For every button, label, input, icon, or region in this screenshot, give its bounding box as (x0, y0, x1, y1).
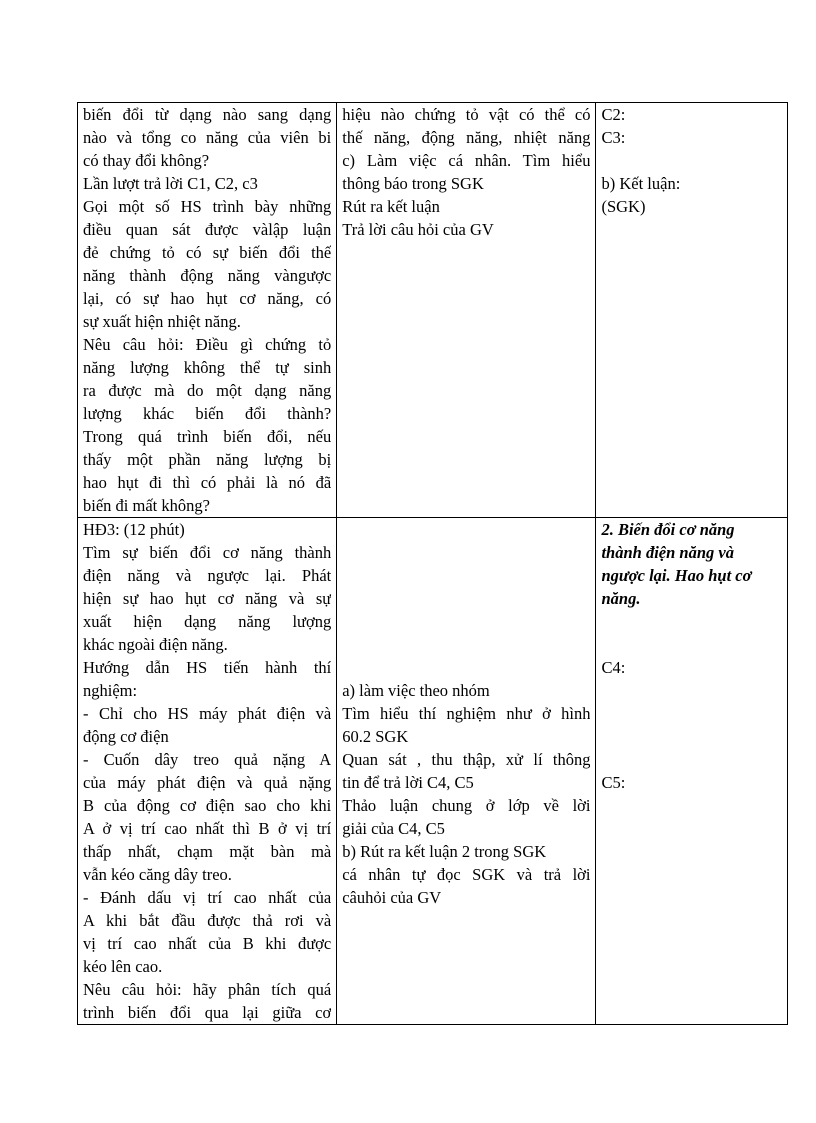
content-cell (596, 518, 788, 1025)
text-line: điều quan sát được vàlập luận (83, 220, 332, 239)
activity-heading: HĐ3: (12 phút) (83, 520, 185, 539)
spacer (601, 748, 782, 771)
spacer (342, 541, 590, 564)
text-line: xuất hiện dạng năng lượng (83, 612, 332, 631)
spacer (601, 679, 782, 702)
text-line: vị trí cao nhất của B khi được (83, 934, 332, 953)
text-line: sự xuất hiện nhiệt năng. (83, 312, 241, 331)
content-cell (596, 103, 788, 518)
text-line: biến đi mất không? (83, 496, 210, 515)
text-line: c) Làm việc cá nhân. Tìm hiểu (342, 151, 591, 170)
spacer (601, 633, 782, 656)
question-c2: C2: (601, 105, 626, 124)
text-line: Nêu câu hỏi: Điều gì chứng tỏ (83, 335, 332, 354)
text-line: câuhỏi của GV (342, 888, 442, 907)
text-line: của máy phát điện và quả nặng (83, 773, 332, 792)
spacer (342, 610, 590, 633)
text-line: vẫn kéo căng dây treo. (83, 865, 232, 884)
teacher-activity-cell (78, 518, 337, 1025)
text-line: thấp nhất, chạm mặt bàn mà (83, 842, 332, 861)
text-line: Lần lượt trả lời C1, C2, c3 (83, 174, 258, 193)
teacher-activity-cell (78, 103, 337, 518)
question-c5: C5: (601, 773, 626, 792)
text-line: thế năng, động năng, nhiệt năng (342, 128, 591, 147)
text-line: khác ngoài điện năng. (83, 635, 228, 654)
text-line: năng thành động năng vàngược (83, 266, 332, 285)
table-row (78, 518, 788, 1025)
text-line: Trả lời câu hỏi của GV (342, 220, 494, 239)
spacer (342, 518, 590, 541)
text-line: Gọi một số HS trình bày những (83, 197, 332, 216)
text-line: Quan sát , thu thập, xử lí thông (342, 750, 591, 769)
spacer (342, 587, 590, 610)
text-line: b) Rút ra kết luận 2 trong SGK (342, 842, 547, 861)
text-line: giải của C4, C5 (342, 819, 445, 838)
student-activity-cell (337, 103, 596, 518)
text-line: - Đánh dấu vị trí cao nhất của (83, 888, 332, 907)
text-line: tin để trả lời C4, C5 (342, 773, 474, 792)
text-line: thấy một phần năng lượng bị (83, 450, 332, 469)
text-line: Tìm sự biến đổi cơ năng thành (83, 543, 332, 562)
question-c3: C3: (601, 128, 626, 147)
table-row (78, 103, 788, 518)
text-line: B của động cơ điện sao cho khi (83, 796, 332, 815)
text-line: có thay đổi không? (83, 151, 210, 170)
text-line: nghiệm: (83, 681, 138, 700)
text-line: biến đổi từ dạng nào sang dạng (83, 105, 332, 124)
text-line: Trong quá trình biến đổi, nếu (83, 427, 332, 446)
text-line: đẻ chứng tỏ có sự biến đổi thế (83, 243, 332, 262)
text-line: Hướng dẫn HS tiến hành thí (83, 658, 332, 677)
spacer (342, 564, 590, 587)
text-line: hiện sự hao hụt cơ năng và sự (83, 589, 332, 608)
text-line: Tìm hiểu thí nghiệm như ở hình (342, 704, 591, 723)
text-line: a) làm việc theo nhóm (342, 681, 490, 700)
text-line: điện năng và ngược lại. Phát (83, 566, 332, 585)
text-line: Rút ra kết luận (342, 197, 440, 216)
spacer (601, 702, 782, 725)
text-line: - Cuốn dây treo quả nặng A (83, 750, 332, 769)
question-c4: C4: (601, 658, 626, 677)
section-heading: năng. (601, 589, 641, 608)
text-line: động cơ điện (83, 727, 169, 746)
lesson-table (77, 102, 788, 1025)
text-line: năng lượng không thể tự sinh (83, 358, 332, 377)
text-line: - Chỉ cho HS máy phát điện và (83, 704, 332, 723)
text-line: hao hụt đi thì có phải là nó đã (83, 473, 332, 492)
text-line: A khi bắt đầu được thả rơi và (83, 911, 332, 930)
text-line: trình biến đổi qua lại giữa cơ (83, 1003, 332, 1022)
text-line: hiệu nào chứng tỏ vật có thể có (342, 105, 591, 124)
text-line: nào và tổng co năng của viên bi (83, 128, 332, 147)
text-line: cá nhân tự đọc SGK và trả lời (342, 865, 591, 884)
section-heading: thành điện năng và (601, 543, 734, 562)
spacer (342, 656, 590, 679)
conclusion-label: b) Kết luận: (601, 174, 681, 193)
text-line: 60.2 SGK (342, 727, 409, 746)
student-activity-cell (337, 518, 596, 1025)
conclusion-sgk: (SGK) (601, 197, 646, 216)
text-line: Nêu câu hỏi: hãy phân tích quá (83, 980, 332, 999)
spacer (342, 633, 590, 656)
text-line: A ở vị trí cao nhất thì B ở vị trí (83, 819, 332, 838)
section-heading: 2. Biến đổi cơ năng (601, 520, 735, 539)
section-heading: ngược lại. Hao hụt cơ (601, 566, 752, 585)
text-line: Thảo luận chung ở lớp về lời (342, 796, 591, 815)
text-line: kéo lên cao. (83, 957, 163, 976)
spacer (601, 149, 782, 172)
text-line: thông báo trong SGK (342, 174, 484, 193)
text-line: lượng khác biến đổi thành? (83, 404, 332, 423)
spacer (601, 610, 782, 633)
spacer (601, 725, 782, 748)
text-line: ra được mà do một dạng năng (83, 381, 332, 400)
text-line: lại, có sự hao hụt cơ năng, có (83, 289, 332, 308)
